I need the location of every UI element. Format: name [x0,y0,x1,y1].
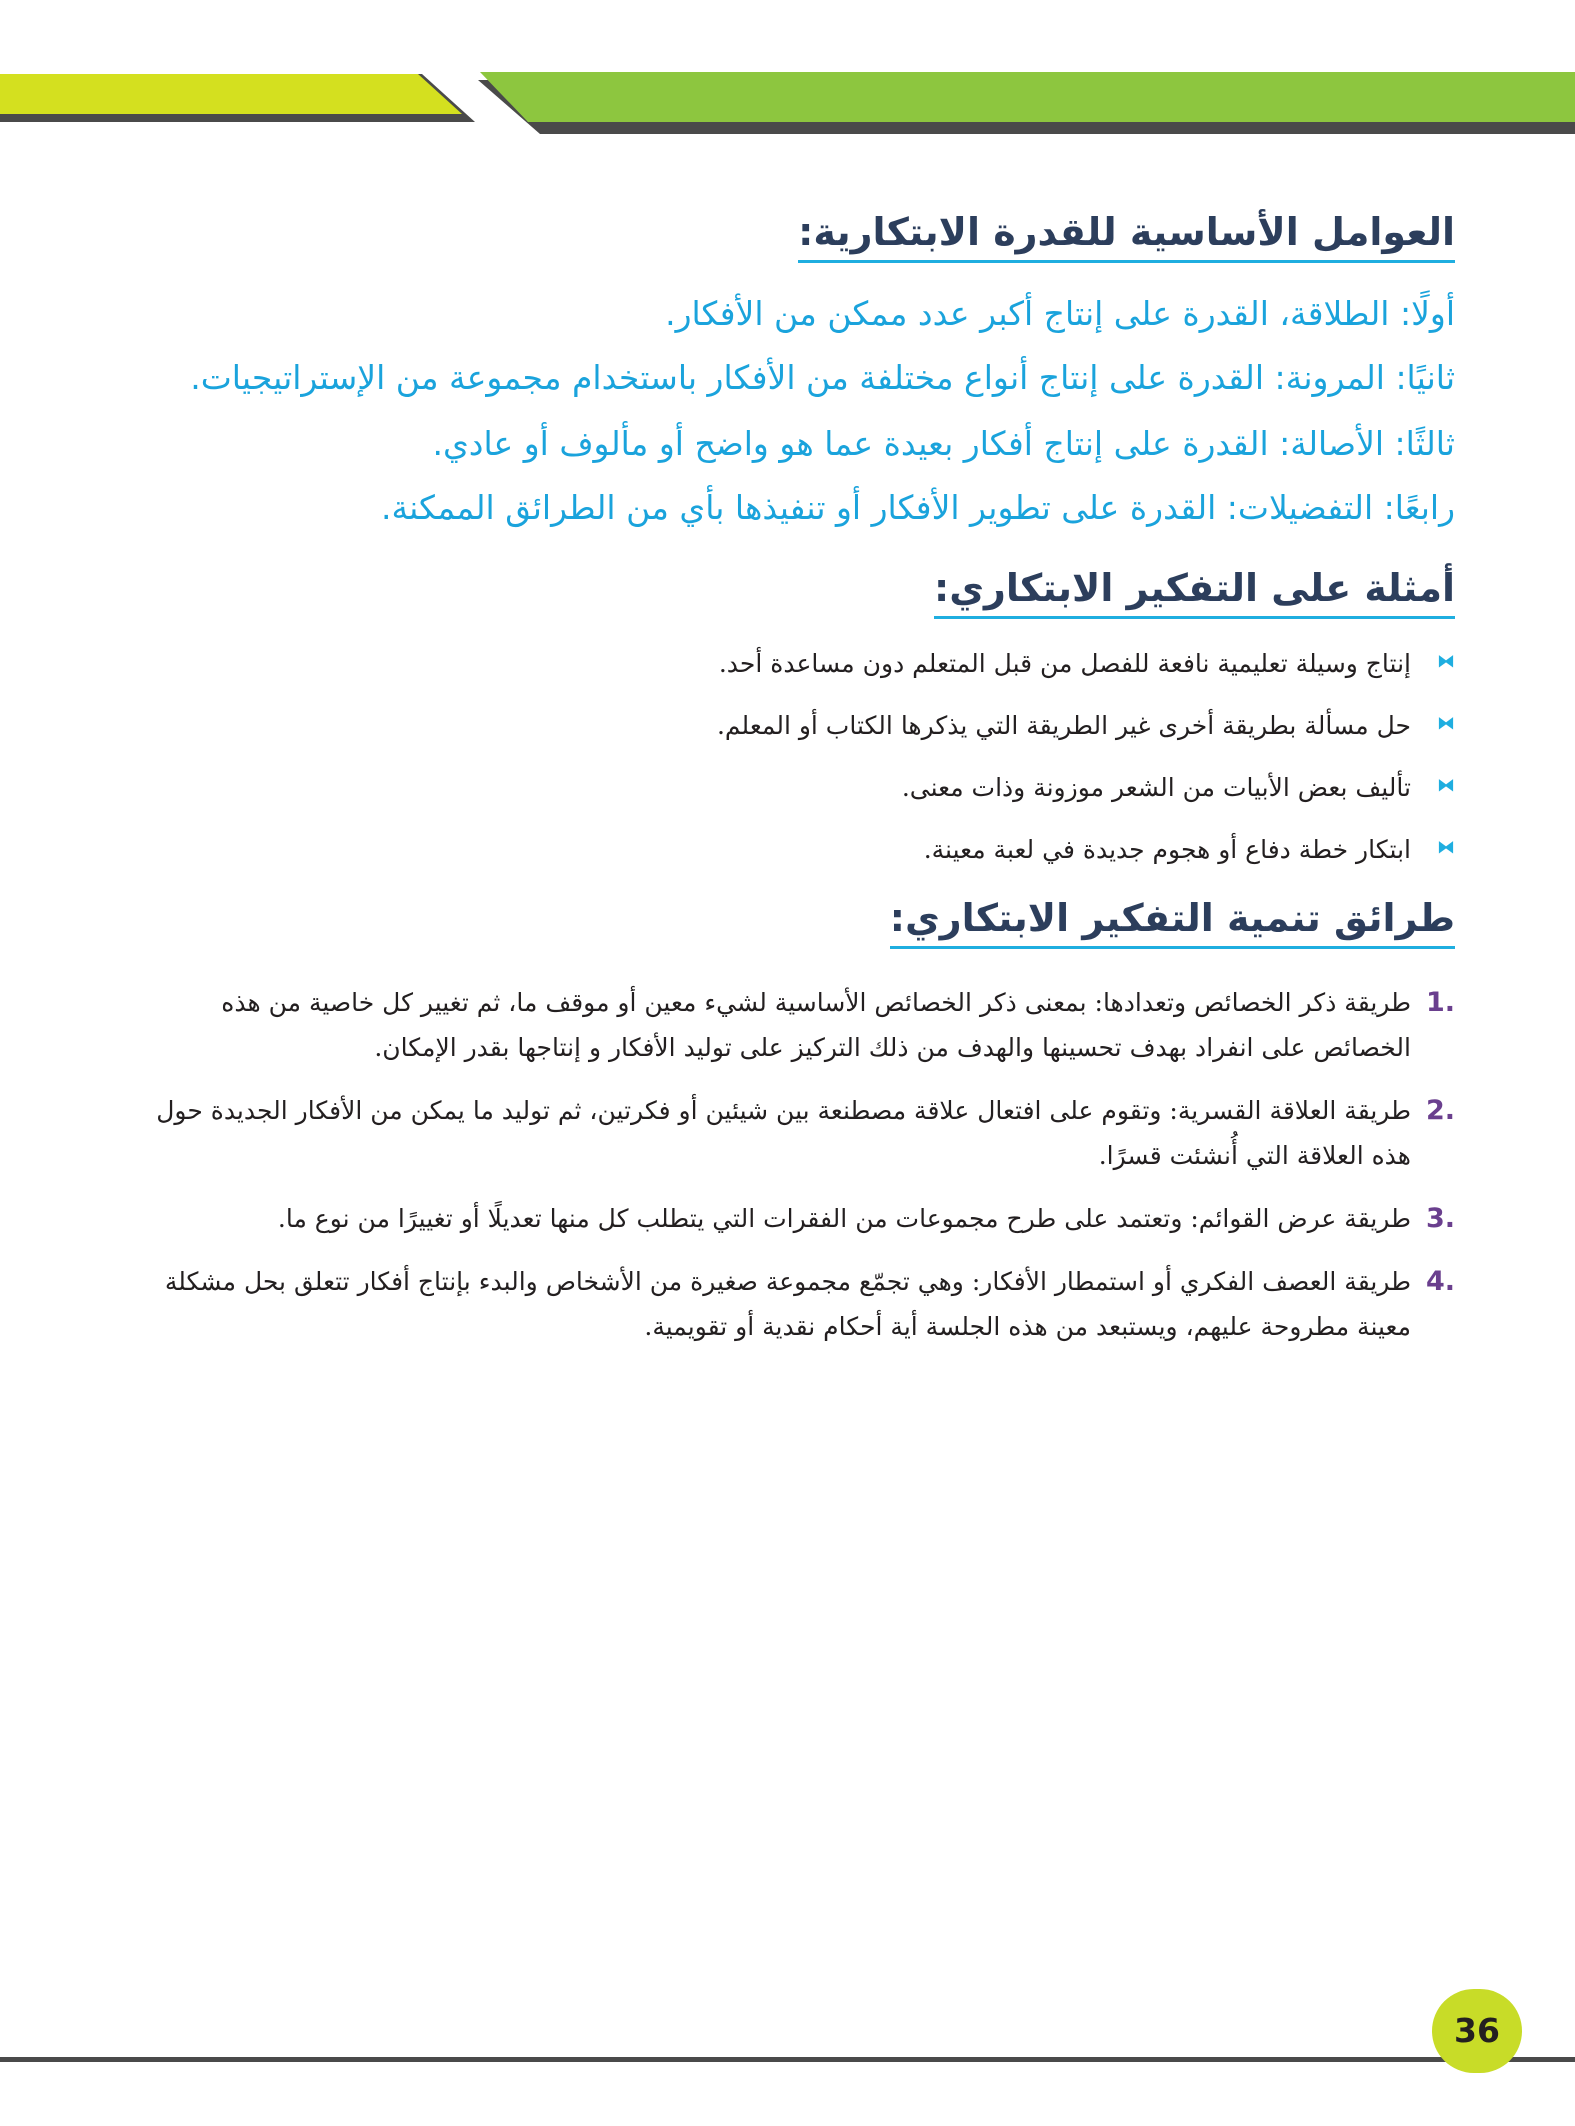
bowtie-bullet-icon: ⧓ [1437,837,1455,858]
item-number: 1. [1425,987,1455,1018]
list-item [717,640,1455,702]
section-title-factors: العوامل الأساسية للقدرة الابتكارية: [798,210,1455,263]
list-item-text: طريقة عرض القوائم: وتعتمد على طرح مجموعات من الفقرات التي يتطلب كل منها تعديلًا أو تغييرًا من نوع ما. [277,1204,1411,1233]
factor-originality: ثالثًا: الأصالة: القدرة على إنتاج أفكار بعيدة عما هو واضح أو مألوف أو عادي. [432,424,1455,463]
section-title-methods: طرائق تنمية التفكير الابتكاري: [890,896,1455,949]
methods-list [155,980,1455,1367]
factor-elaboration: رابعًا: التفضيلات: القدرة على تطوير الأفكار أو تنفيذها بأي من الطرائق الممكنة. [380,488,1455,527]
item-number: 2. [1425,1095,1455,1126]
list-item [717,764,1455,826]
page-number-badge: 36 [1432,1989,1522,2073]
list-item-text: طريقة العلاقة القسرية: وتقوم على افتعال علاقة مصطنعة بين شيئين أو فكرتين، ثم توليد ما يمكن من الأفكار الجديدة حول هذه العلاقة التي أُنشئت قسرًا. [156,1096,1411,1170]
section-title-examples: أمثلة على التفكير الابتكاري: [934,566,1455,619]
list-item [155,980,1455,1070]
list-item-text: ابتكار خطة دفاع أو هجوم جديدة في لعبة معينة. [923,835,1411,864]
list-item [717,826,1455,888]
bowtie-bullet-icon: ⧓ [1437,775,1455,796]
list-item-text: حل مسألة بطريقة أخرى غير الطريقة التي يذكرها الكتاب أو المعلم. [716,711,1411,740]
bowtie-bullet-icon: ⧓ [1437,651,1455,672]
list-item-text: طريقة العصف الفكري أو استمطار الأفكار: وهي تجمّع مجموعة صغيرة من الأشخاص والبدء بإنتاج أفكار تتعلق بحل مشكلة معينة مطروحة عليهم، ويستبعد من هذه الجلسة أية أحكام نقدية أو تقويمية. [164,1267,1411,1341]
list-item-text: تأليف بعض الأبيات من الشعر موزونة وذات معنى. [901,773,1411,802]
examples-list [717,640,1455,888]
factor-flexibility: ثانيًا: المرونة: القدرة على إنتاج أنواع مختلفة من الأفكار باستخدام مجموعة من الإستراتيجيات. [190,358,1455,397]
list-item [717,702,1455,764]
factor-fluency: أولًا: الطلاقة، القدرة على إنتاج أكبر عدد ممكن من الأفكار. [665,294,1455,333]
item-number: 3. [1425,1203,1455,1234]
bowtie-bullet-icon: ⧓ [1437,713,1455,734]
list-item-text: إنتاج وسيلة تعليمية نافعة للفصل من قبل المتعلم دون مساعدة أحد. [718,649,1411,678]
list-item-text: طريقة ذكر الخصائص وتعدادها: بمعنى ذكر الخصائص الأساسية لشيء معين أو موقف ما، ثم تغيير كل خاصية من هذه الخصائص على انفراد بهدف تحسينها والهدف من ذلك التركيز على توليد الأفكار و إنتاجها بقدر الإمكان. [221,988,1411,1062]
item-number: 4. [1425,1266,1455,1297]
list-item [155,1196,1455,1241]
list-item [155,1259,1455,1349]
list-item [155,1088,1455,1178]
